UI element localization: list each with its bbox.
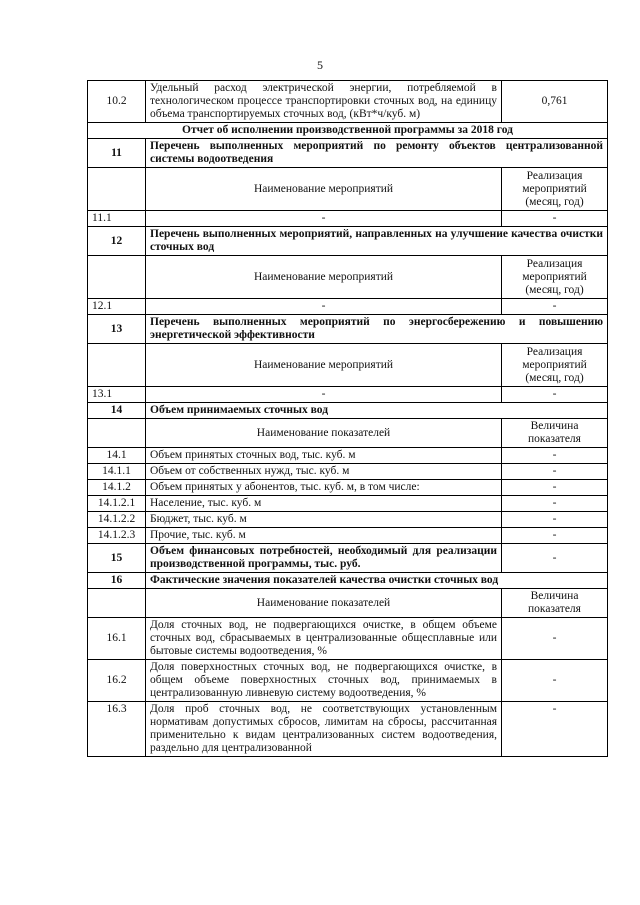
row-number: 12.1 bbox=[88, 299, 146, 315]
column-name-header: Наименование показателей bbox=[146, 419, 502, 448]
row-number: 13.1 bbox=[88, 387, 146, 403]
section-14-header bbox=[88, 403, 608, 419]
section-number: 11 bbox=[88, 139, 146, 168]
row-14-1 bbox=[88, 448, 608, 464]
report-title-row bbox=[88, 123, 608, 139]
column-name-header: Наименование мероприятий bbox=[146, 256, 502, 299]
row-14-1-2 bbox=[88, 480, 608, 496]
row-number: 16.3 bbox=[88, 702, 146, 757]
row-text: Доля поверхностных сточных вод, не подвергающихся очистке, в общем объеме поверхностных сточных вод, принимаемых в централизованную ливневую систему водоотведения, % bbox=[146, 660, 502, 702]
row-value: - bbox=[502, 387, 608, 403]
row-value: - bbox=[502, 702, 608, 757]
row-14-1-2-1 bbox=[88, 496, 608, 512]
section-number: 14 bbox=[88, 403, 146, 419]
section-16-header bbox=[88, 573, 608, 589]
row-text: Удельный расход электрической энергии, потребляемой в технологическом процессе транспортировки сточных вод, на единицу объема транспортируемых сточных вод, (кВт*ч/куб. м) bbox=[146, 81, 502, 123]
row-number: 14.1.2.1 bbox=[88, 496, 146, 512]
report-title: Отчет об исполнении производственной программы за 2018 год bbox=[88, 123, 608, 139]
row-14-1-1 bbox=[88, 464, 608, 480]
section-13-columns bbox=[88, 344, 608, 387]
row-value: 0,761 bbox=[502, 81, 608, 123]
row-text: Население, тыс. куб. м bbox=[146, 496, 502, 512]
row-number: 16.2 bbox=[88, 660, 146, 702]
report-table bbox=[87, 80, 608, 757]
row-text: - bbox=[146, 387, 502, 403]
row-value: - bbox=[502, 480, 608, 496]
section-title: Объем принимаемых сточных вод bbox=[146, 403, 608, 419]
row-text: - bbox=[146, 299, 502, 315]
section-13-header bbox=[88, 315, 608, 344]
row-number: 16.1 bbox=[88, 618, 146, 660]
page-number: 5 bbox=[317, 58, 323, 72]
row-16-3 bbox=[88, 702, 608, 757]
empty-cell bbox=[88, 344, 146, 387]
empty-cell bbox=[88, 256, 146, 299]
column-value-header: Реализация мероприятий (месяц, год) bbox=[502, 256, 608, 299]
row-value: - bbox=[502, 496, 608, 512]
section-15-row bbox=[88, 544, 608, 573]
row-value: - bbox=[502, 544, 608, 573]
row-value: - bbox=[502, 299, 608, 315]
section-title: Объем финансовых потребностей, необходимый для реализации производственной программы, тыс. руб. bbox=[146, 544, 502, 573]
section-12-columns bbox=[88, 256, 608, 299]
row-text: Объем принятых у абонентов, тыс. куб. м, в том числе: bbox=[146, 480, 502, 496]
row-text: - bbox=[146, 211, 502, 227]
section-number: 12 bbox=[88, 227, 146, 256]
row-number: 14.1.2.2 bbox=[88, 512, 146, 528]
section-12-header bbox=[88, 227, 608, 256]
row-value: - bbox=[502, 618, 608, 660]
row-value: - bbox=[502, 448, 608, 464]
row-text: Объем принятых сточных вод, тыс. куб. м bbox=[146, 448, 502, 464]
section-14-columns bbox=[88, 419, 608, 448]
row-text: Объем от собственных нужд, тыс. куб. м bbox=[146, 464, 502, 480]
column-name-header: Наименование показателей bbox=[146, 589, 502, 618]
row-14-1-2-3 bbox=[88, 528, 608, 544]
section-title: Фактические значения показателей качества очистки сточных вод bbox=[146, 573, 608, 589]
column-value-header: Величина показателя bbox=[502, 419, 608, 448]
row-number: 11.1 bbox=[88, 211, 146, 227]
empty-cell bbox=[88, 168, 146, 211]
section-11-header bbox=[88, 139, 608, 168]
row-11-1 bbox=[88, 211, 608, 227]
column-name-header: Наименование мероприятий bbox=[146, 344, 502, 387]
section-title: Перечень выполненных мероприятий по энергосбережению и повышению энергетической эффективности bbox=[146, 315, 608, 344]
section-number: 13 bbox=[88, 315, 146, 344]
empty-cell bbox=[88, 589, 146, 618]
row-text: Прочие, тыс. куб. м bbox=[146, 528, 502, 544]
row-number: 14.1.2 bbox=[88, 480, 146, 496]
column-value-header: Реализация мероприятий (месяц, год) bbox=[502, 168, 608, 211]
row-14-1-2-2 bbox=[88, 512, 608, 528]
row-text: Доля проб сточных вод, не соответствующих установленным нормативам допустимых сбросов, лимитам на сбросы, рассчитанная применительно к видам централизованных систем водоотведения, раздельно для централизованной bbox=[146, 702, 502, 757]
row-value: - bbox=[502, 528, 608, 544]
section-title: Перечень выполненных мероприятий по ремонту объектов централизованной системы водоотведения bbox=[146, 139, 608, 168]
row-text: Доля сточных вод, не подвергающихся очистке, в общем объеме сточных вод, сбрасываемых в централизованные общесплавные или бытовые системы водоотведения, % bbox=[146, 618, 502, 660]
row-number: 14.1.2.3 bbox=[88, 528, 146, 544]
section-number: 16 bbox=[88, 573, 146, 589]
row-10-2 bbox=[88, 81, 608, 123]
column-value-header: Величина показателя bbox=[502, 589, 608, 618]
row-value: - bbox=[502, 464, 608, 480]
section-title: Перечень выполненных мероприятий, направленных на улучшение качества очистки сточных вод bbox=[146, 227, 608, 256]
section-16-columns bbox=[88, 589, 608, 618]
column-name-header: Наименование мероприятий bbox=[146, 168, 502, 211]
empty-cell bbox=[88, 419, 146, 448]
row-number: 10.2 bbox=[88, 81, 146, 123]
row-16-1 bbox=[88, 618, 608, 660]
row-value: - bbox=[502, 512, 608, 528]
section-11-columns bbox=[88, 168, 608, 211]
column-value-header: Реализация мероприятий (месяц, год) bbox=[502, 344, 608, 387]
row-value: - bbox=[502, 211, 608, 227]
row-13-1 bbox=[88, 387, 608, 403]
row-16-2 bbox=[88, 660, 608, 702]
row-12-1 bbox=[88, 299, 608, 315]
row-number: 14.1.1 bbox=[88, 464, 146, 480]
row-number: 14.1 bbox=[88, 448, 146, 464]
row-value: - bbox=[502, 660, 608, 702]
row-text: Бюджет, тыс. куб. м bbox=[146, 512, 502, 528]
section-number: 15 bbox=[88, 544, 146, 573]
